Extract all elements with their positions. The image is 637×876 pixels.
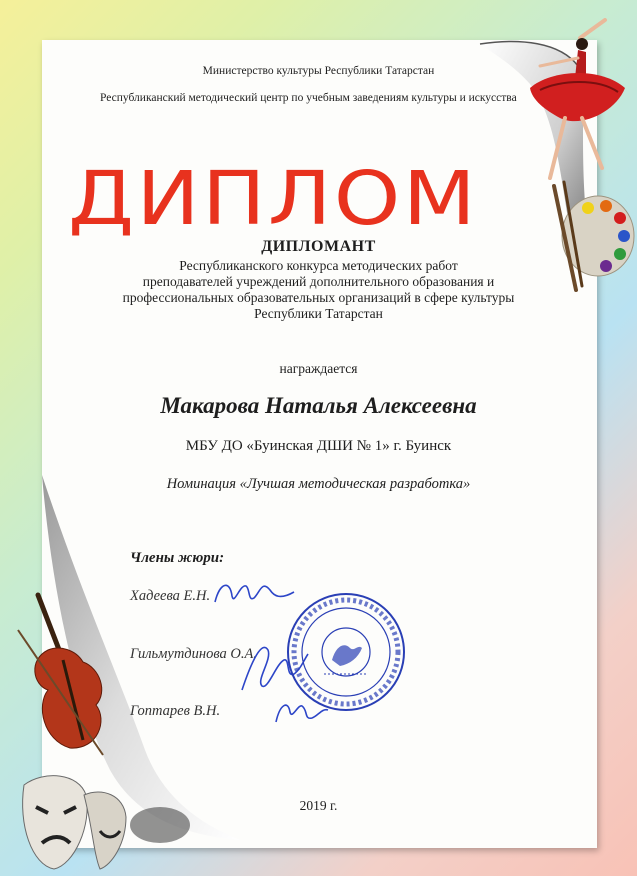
recipient-name: Макарова Наталья Алексеевна xyxy=(160,393,477,418)
diploma-title-text: ДИПЛОМ xyxy=(68,156,478,242)
official-seal xyxy=(284,590,408,714)
jury-member: Гоптарев В.Н. xyxy=(130,703,221,719)
contest-line: Республиканского конкурса методических работ xyxy=(179,258,458,273)
jury-member: Гильмутдинова О.А. xyxy=(130,646,257,662)
jury-title: Члены жюри: xyxy=(130,550,225,566)
ministry-header: Министерство культуры Республики Татарстан xyxy=(202,65,435,77)
issue-year: 2019 г. xyxy=(299,798,338,813)
ballerina-illustration xyxy=(520,18,630,188)
contest-line: профессиональных образовательных организаций в сфере культуры xyxy=(122,290,515,305)
nomination: Номинация «Лучшая методическая разработка» xyxy=(166,476,471,492)
contest-line: преподавателей учреждений дополнительного образования и xyxy=(142,274,495,289)
theatre-masks-illustration xyxy=(14,765,134,875)
contest-description xyxy=(0,258,637,322)
recipient-organization: МБУ ДО «Буинская ДШИ № 1» г. Буинск xyxy=(185,438,452,454)
diploma-title xyxy=(68,152,488,242)
contest-line: Республики Татарстан xyxy=(254,306,383,321)
awarded-label: награждается xyxy=(279,361,358,376)
violin-illustration xyxy=(8,590,118,770)
center-header: Республиканский методический центр по учебным заведениям культуры и искусства xyxy=(100,92,517,104)
jury-member: Хадеева Е.Н. xyxy=(130,588,211,604)
diplomant-label: ДИПЛОМАНТ xyxy=(261,238,376,255)
